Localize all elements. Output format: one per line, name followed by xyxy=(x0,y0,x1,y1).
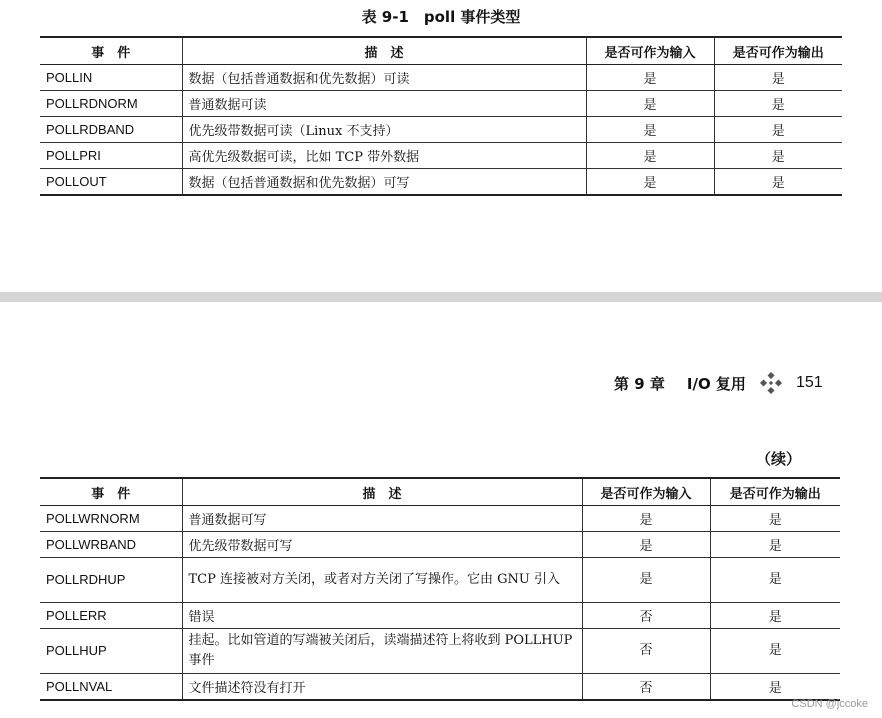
input-flag: 是 xyxy=(582,506,710,532)
header-output: 是否可作为输出 xyxy=(714,37,842,65)
header-event: 事 件 xyxy=(40,478,182,506)
event-description: 错误 xyxy=(182,603,582,629)
table-header-row xyxy=(40,478,840,506)
input-flag: 是 xyxy=(586,143,714,169)
event-name: POLLWRNORM xyxy=(40,506,182,532)
input-flag: 是 xyxy=(582,532,710,558)
event-name: POLLRDNORM xyxy=(40,91,182,117)
output-flag: 是 xyxy=(710,603,840,629)
event-name: POLLIN xyxy=(40,65,182,91)
table-header-row xyxy=(40,37,842,65)
input-flag: 是 xyxy=(586,169,714,196)
table-row xyxy=(40,532,840,558)
chapter-topic: I/O 复用 xyxy=(686,374,746,393)
event-description: 挂起。比如管道的写端被关闭后，读端描述符上将收到 POLLHUP 事件 xyxy=(182,629,582,674)
running-head xyxy=(614,372,823,394)
poll-events-table-continued xyxy=(40,477,840,701)
output-flag: 是 xyxy=(714,65,842,91)
event-name: POLLRDBAND xyxy=(40,117,182,143)
event-description: 普通数据可读 xyxy=(182,91,586,117)
output-flag: 是 xyxy=(710,506,840,532)
event-description: 优先级带数据可读（Linux 不支持） xyxy=(182,117,586,143)
table-row xyxy=(40,629,840,674)
header-input: 是否可作为输入 xyxy=(582,478,710,506)
header-description: 描 述 xyxy=(182,37,586,65)
page-gutter xyxy=(0,292,882,302)
output-flag: 是 xyxy=(710,674,840,701)
event-description: 文件描述符没有打开 xyxy=(182,674,582,701)
table-caption: 表 9-1 poll 事件类型 xyxy=(361,8,521,26)
continued-label: （续） xyxy=(756,450,802,468)
event-description: 数据（包括普通数据和优先数据）可写 xyxy=(182,169,586,196)
header-input: 是否可作为输入 xyxy=(586,37,714,65)
header-description: 描 述 xyxy=(182,478,582,506)
input-flag: 是 xyxy=(586,91,714,117)
event-description: 普通数据可写 xyxy=(182,506,582,532)
event-name: POLLOUT xyxy=(40,169,182,196)
book-page-bottom xyxy=(0,302,882,718)
table-row xyxy=(40,169,842,196)
output-flag: 是 xyxy=(710,629,840,674)
event-name: POLLWRBAND xyxy=(40,532,182,558)
table-row xyxy=(40,91,842,117)
watermark: CSDN @jccoke xyxy=(791,698,868,710)
input-flag: 是 xyxy=(586,65,714,91)
page-number: 151 xyxy=(795,374,823,391)
poll-events-table xyxy=(40,36,842,196)
chapter-label: 第 9 章 xyxy=(614,374,665,393)
event-name: POLLERR xyxy=(40,603,182,629)
event-description: 高优先级数据可读，比如 TCP 带外数据 xyxy=(182,143,586,169)
input-flag: 是 xyxy=(582,558,710,603)
table-row xyxy=(40,558,840,603)
table-row xyxy=(40,506,840,532)
table-row xyxy=(40,603,840,629)
input-flag: 否 xyxy=(582,674,710,701)
input-flag: 否 xyxy=(582,629,710,674)
event-description: 优先级带数据可写 xyxy=(182,532,582,558)
table-row xyxy=(40,65,842,91)
event-name: POLLPRI xyxy=(40,143,182,169)
input-flag: 否 xyxy=(582,603,710,629)
table-row xyxy=(40,117,842,143)
output-flag: 是 xyxy=(714,169,842,196)
output-flag: 是 xyxy=(710,558,840,603)
event-name: POLLHUP xyxy=(40,629,182,674)
event-name: POLLNVAL xyxy=(40,674,182,701)
book-page-top xyxy=(0,0,882,292)
output-flag: 是 xyxy=(714,91,842,117)
event-description: 数据（包括普通数据和优先数据）可读 xyxy=(182,65,586,91)
header-output: 是否可作为输出 xyxy=(710,478,840,506)
header-event: 事 件 xyxy=(40,37,182,65)
output-flag: 是 xyxy=(714,117,842,143)
diamond-ornament-icon xyxy=(760,372,782,394)
output-flag: 是 xyxy=(710,532,840,558)
table-row xyxy=(40,143,842,169)
input-flag: 是 xyxy=(586,117,714,143)
event-name: POLLRDHUP xyxy=(40,558,182,603)
output-flag: 是 xyxy=(714,143,842,169)
event-description: TCP 连接被对方关闭，或者对方关闭了写操作。它由 GNU 引入 xyxy=(182,558,582,603)
table-row xyxy=(40,674,840,701)
